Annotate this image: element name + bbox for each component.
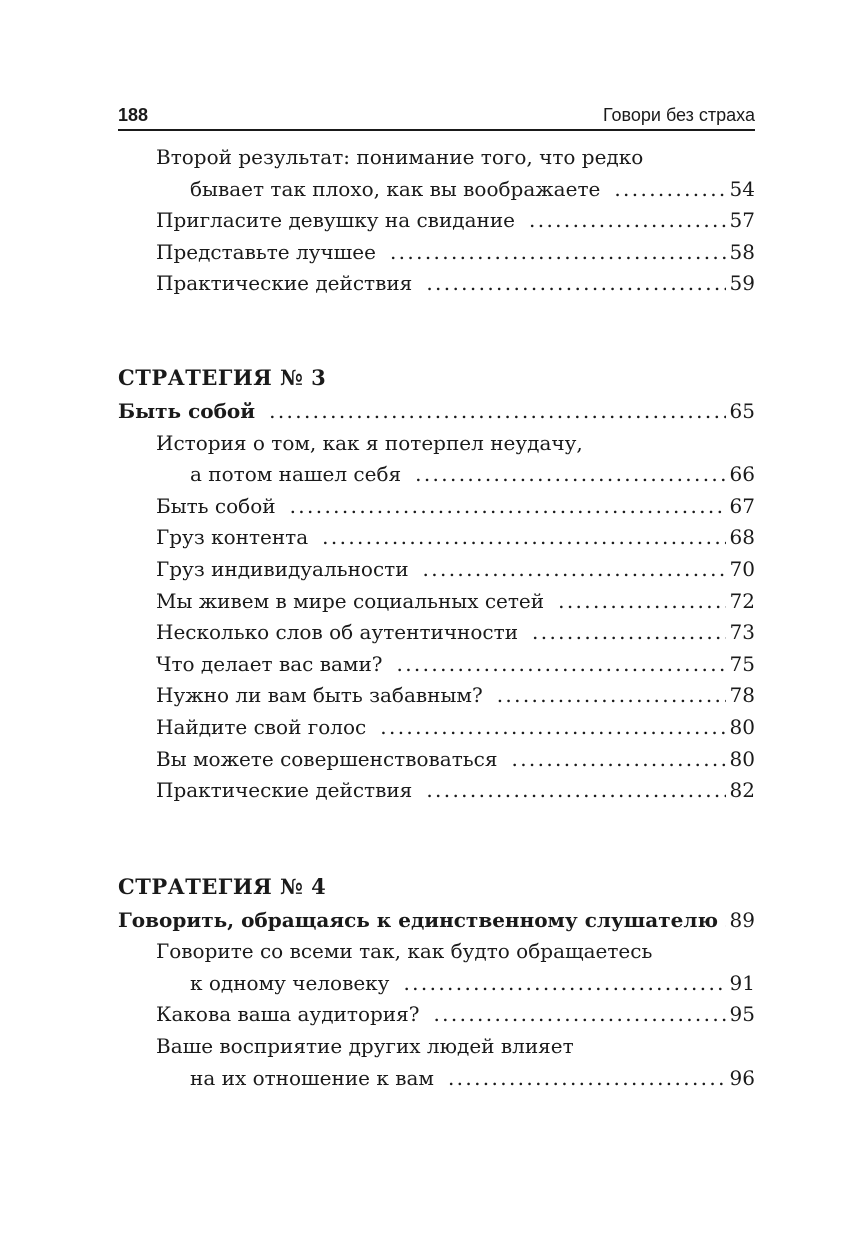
toc-entry-title: Практические действия: [156, 778, 413, 803]
chapter-page: 65: [729, 398, 755, 423]
toc-entry-page: 82: [729, 778, 755, 803]
toc-entry-page: 91: [729, 970, 755, 995]
toc-entry-page: 58: [729, 239, 755, 264]
leader-dots: [322, 522, 725, 554]
page-number: 188: [118, 105, 149, 125]
toc-entry-line: [118, 936, 755, 968]
book-title: Говори без страха: [602, 105, 755, 125]
toc-entry: [118, 775, 755, 807]
toc-entry-title: Практические действия: [156, 271, 413, 296]
leader-dots: [448, 1063, 726, 1095]
leader-dots: [529, 205, 726, 237]
toc-entry-title: Говорите со всеми так, как будто обращаетесь: [156, 939, 653, 964]
toc-entry: [118, 459, 755, 491]
toc-entry: [118, 586, 755, 618]
toc-entry: [118, 999, 755, 1031]
toc-entry-line: [118, 428, 755, 460]
toc-entry-page: 57: [729, 208, 755, 233]
chapter-entry: [118, 905, 755, 937]
toc-entry-page: 95: [729, 1002, 755, 1027]
toc-entry: [118, 174, 755, 206]
toc-entry-page: 80: [729, 714, 755, 739]
leader-dots: [403, 968, 725, 1000]
toc-entry-title: Пригласите девушку на свидание: [156, 208, 516, 233]
toc-entry: [118, 491, 755, 523]
toc-entry-title: Второй результат: понимание того, что редко: [156, 145, 644, 169]
toc-entry-title: Вы можете совершенствоваться: [156, 746, 498, 771]
toc-entry-title: Несколько слов об аутентичности: [156, 620, 519, 645]
leader-dots: [269, 396, 725, 428]
toc-entry: [118, 968, 755, 1000]
toc-entry-title: Мы живем в мире социальных сетей: [156, 588, 545, 613]
leader-dots: [390, 237, 726, 269]
chapter-title: Говорить, обращаясь к единственному слушателю: [118, 907, 718, 932]
strategy-heading: СТРАТЕГИЯ № 4: [118, 873, 327, 899]
toc-entry-page: 73: [729, 620, 755, 645]
toc-entry-page: 66: [729, 462, 755, 487]
leader-dots: [497, 680, 726, 712]
leader-dots: [290, 491, 726, 523]
toc-entry-line: [118, 1031, 755, 1063]
leader-dots: [397, 649, 726, 681]
leader-dots: [724, 905, 726, 937]
toc-entry-page: 72: [729, 588, 755, 613]
toc-entry: [118, 554, 755, 586]
leader-dots: [380, 712, 725, 744]
leader-dots: [558, 586, 725, 618]
toc-entry-title: Что делает вас вами?: [156, 651, 383, 676]
toc-entry: [118, 649, 755, 681]
leader-dots: [511, 744, 725, 776]
toc-entry-title: Ваше восприятие других людей влияет: [156, 1034, 574, 1059]
toc-entry-title: Представьте лучшее: [156, 239, 376, 264]
running-header: [118, 103, 755, 131]
toc-entry-page: 67: [729, 493, 755, 518]
toc-entry-page: 80: [729, 746, 755, 771]
toc-entry-title: на их отношение к вам: [190, 1065, 434, 1090]
toc-entry-title: Какова ваша аудитория?: [156, 1002, 420, 1027]
toc-entry-page: 75: [729, 651, 755, 676]
toc-entry: [118, 205, 755, 237]
toc-entry-line: [118, 142, 755, 174]
toc-entry-page: 70: [729, 556, 755, 581]
leader-dots: [532, 617, 726, 649]
chapter-title: Быть собой: [118, 398, 256, 423]
toc-entry: [118, 617, 755, 649]
toc-entry-title: Быть собой: [156, 493, 276, 518]
leader-dots: [426, 268, 725, 300]
toc-entry: [118, 1063, 755, 1095]
toc-entry-page: 59: [729, 271, 755, 296]
chapter-page: 89: [729, 907, 755, 932]
toc-entry-title: Груз контента: [156, 525, 309, 550]
leader-dots: [423, 554, 726, 586]
leader-dots: [426, 775, 725, 807]
toc-entry: [118, 712, 755, 744]
toc-entry: [118, 522, 755, 554]
toc-entry-title: к одному человеку: [190, 970, 390, 995]
toc-entry: [118, 237, 755, 269]
toc-entry-title: а потом нашел себя: [190, 462, 402, 487]
toc-entry-title: Груз индивидуальности: [156, 556, 409, 581]
toc-entry: [118, 680, 755, 712]
toc-entry: [118, 268, 755, 300]
chapter-entry: [118, 396, 755, 428]
toc-entry-title: История о том, как я потерпел неудачу,: [156, 430, 583, 455]
toc-entry-page: 54: [729, 176, 755, 201]
toc-entry-title: Нужно ли вам быть забавным?: [156, 683, 483, 708]
toc-entry-title: Найдите свой голос: [156, 714, 367, 739]
leader-dots: [433, 999, 725, 1031]
toc-entry: [118, 744, 755, 776]
leader-dots: [415, 459, 725, 491]
toc-entry-page: 96: [729, 1065, 755, 1090]
table-of-contents: [118, 142, 755, 1094]
toc-entry-page: 78: [729, 683, 755, 708]
toc-entry-title: бывает так плохо, как вы воображаете: [190, 176, 601, 201]
strategy-heading: СТРАТЕГИЯ № 3: [118, 364, 327, 390]
leader-dots: [614, 174, 725, 206]
toc-entry-page: 68: [729, 525, 755, 550]
